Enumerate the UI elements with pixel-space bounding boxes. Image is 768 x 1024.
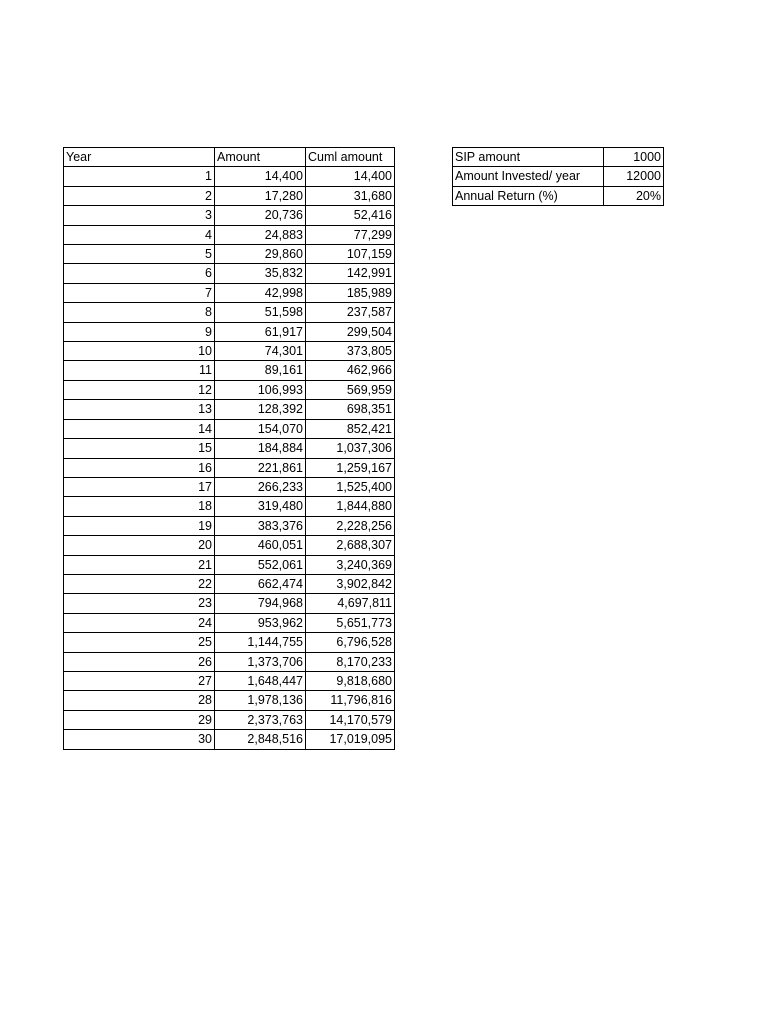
table-row (64, 613, 395, 632)
year-cell: 30 (64, 730, 215, 749)
param-row-sip-amount (453, 148, 664, 167)
year-cell: 26 (64, 652, 215, 671)
table-row (64, 710, 395, 729)
year-cell: 4 (64, 225, 215, 244)
amount-cell: 319,480 (215, 497, 306, 516)
cuml-amount-cell: 52,416 (306, 206, 395, 225)
sip-projection-table-body (64, 148, 395, 750)
year-cell: 18 (64, 497, 215, 516)
table-row (64, 555, 395, 574)
cuml-amount-cell: 1,844,880 (306, 497, 395, 516)
year-cell: 1 (64, 167, 215, 186)
amount-cell: 552,061 (215, 555, 306, 574)
amount-cell: 14,400 (215, 167, 306, 186)
table-row (64, 458, 395, 477)
amount-cell: 1,144,755 (215, 633, 306, 652)
cuml-amount-cell: 6,796,528 (306, 633, 395, 652)
table-row (64, 477, 395, 496)
amount-cell: 89,161 (215, 361, 306, 380)
cuml-amount-cell: 852,421 (306, 419, 395, 438)
year-cell: 25 (64, 633, 215, 652)
year-cell: 16 (64, 458, 215, 477)
table-row (64, 691, 395, 710)
amount-cell: 221,861 (215, 458, 306, 477)
param-row-amount-invested-per-year (453, 167, 664, 186)
amount-cell: 460,051 (215, 536, 306, 555)
table-row (64, 245, 395, 264)
table-row (64, 167, 395, 186)
year-cell: 28 (64, 691, 215, 710)
amount-cell: 20,736 (215, 206, 306, 225)
amount-cell: 29,860 (215, 245, 306, 264)
year-cell: 10 (64, 342, 215, 361)
amount-cell: 51,598 (215, 303, 306, 322)
cuml-amount-cell: 31,680 (306, 186, 395, 205)
table-row (64, 400, 395, 419)
year-cell: 29 (64, 710, 215, 729)
amount-cell: 128,392 (215, 400, 306, 419)
cuml-amount-cell: 5,651,773 (306, 613, 395, 632)
cuml-amount-cell: 698,351 (306, 400, 395, 419)
year-cell: 17 (64, 477, 215, 496)
amount-cell: 35,832 (215, 264, 306, 283)
cuml-amount-cell: 185,989 (306, 283, 395, 302)
table-row (64, 652, 395, 671)
table-row (64, 671, 395, 690)
amount-cell: 1,373,706 (215, 652, 306, 671)
cuml-amount-cell: 8,170,233 (306, 652, 395, 671)
year-cell: 5 (64, 245, 215, 264)
year-cell: 14 (64, 419, 215, 438)
year-cell: 7 (64, 283, 215, 302)
amount-cell: 74,301 (215, 342, 306, 361)
amount-cell: 794,968 (215, 594, 306, 613)
year-cell: 15 (64, 439, 215, 458)
cuml-amount-cell: 142,991 (306, 264, 395, 283)
amount-cell: 184,884 (215, 439, 306, 458)
header-year: Year (64, 148, 215, 167)
amount-cell: 2,848,516 (215, 730, 306, 749)
table-row (64, 186, 395, 205)
year-cell: 21 (64, 555, 215, 574)
sip-amount-value: 1000 (604, 148, 664, 167)
year-cell: 11 (64, 361, 215, 380)
sip-parameters-table (452, 147, 664, 206)
sip-amount-label: SIP amount (453, 148, 604, 167)
year-cell: 3 (64, 206, 215, 225)
cuml-amount-cell: 3,902,842 (306, 574, 395, 593)
cuml-amount-cell: 1,259,167 (306, 458, 395, 477)
table-row (64, 574, 395, 593)
year-cell: 13 (64, 400, 215, 419)
param-row-annual-return (453, 186, 664, 205)
year-cell: 20 (64, 536, 215, 555)
cuml-amount-cell: 107,159 (306, 245, 395, 264)
cuml-amount-cell: 4,697,811 (306, 594, 395, 613)
header-amount: Amount (215, 148, 306, 167)
table-row (64, 594, 395, 613)
cuml-amount-cell: 2,688,307 (306, 536, 395, 555)
cuml-amount-cell: 11,796,816 (306, 691, 395, 710)
cuml-amount-cell: 14,400 (306, 167, 395, 186)
table-row (64, 264, 395, 283)
year-cell: 23 (64, 594, 215, 613)
table-row (64, 380, 395, 399)
cuml-amount-cell: 2,228,256 (306, 516, 395, 535)
cuml-amount-cell: 3,240,369 (306, 555, 395, 574)
cuml-amount-cell: 373,805 (306, 342, 395, 361)
table-row (64, 439, 395, 458)
year-cell: 19 (64, 516, 215, 535)
table-row (64, 536, 395, 555)
year-cell: 22 (64, 574, 215, 593)
cuml-amount-cell: 1,525,400 (306, 477, 395, 496)
amount-cell: 953,962 (215, 613, 306, 632)
amount-invested-per-year-value: 12000 (604, 167, 664, 186)
sip-projection-table (63, 147, 395, 750)
cuml-amount-cell: 17,019,095 (306, 730, 395, 749)
cuml-amount-cell: 9,818,680 (306, 671, 395, 690)
table-row (64, 497, 395, 516)
table-row (64, 206, 395, 225)
table-row (64, 633, 395, 652)
amount-cell: 106,993 (215, 380, 306, 399)
table-row (64, 730, 395, 749)
amount-cell: 42,998 (215, 283, 306, 302)
annual-return-label: Annual Return (%) (453, 186, 604, 205)
amount-cell: 2,373,763 (215, 710, 306, 729)
table-row (64, 225, 395, 244)
table-row (64, 303, 395, 322)
header-row (64, 148, 395, 167)
header-cuml-amount: Cuml amount (306, 148, 395, 167)
amount-cell: 266,233 (215, 477, 306, 496)
table-row (64, 419, 395, 438)
annual-return-value: 20% (604, 186, 664, 205)
table-row (64, 516, 395, 535)
amount-invested-per-year-label: Amount Invested/ year (453, 167, 604, 186)
year-cell: 2 (64, 186, 215, 205)
amount-cell: 1,978,136 (215, 691, 306, 710)
amount-cell: 1,648,447 (215, 671, 306, 690)
cuml-amount-cell: 1,037,306 (306, 439, 395, 458)
sip-parameters-table-body (453, 148, 664, 206)
amount-cell: 24,883 (215, 225, 306, 244)
table-row (64, 322, 395, 341)
year-cell: 24 (64, 613, 215, 632)
amount-cell: 383,376 (215, 516, 306, 535)
amount-cell: 17,280 (215, 186, 306, 205)
cuml-amount-cell: 14,170,579 (306, 710, 395, 729)
amount-cell: 662,474 (215, 574, 306, 593)
year-cell: 9 (64, 322, 215, 341)
cuml-amount-cell: 462,966 (306, 361, 395, 380)
amount-cell: 154,070 (215, 419, 306, 438)
year-cell: 8 (64, 303, 215, 322)
year-cell: 6 (64, 264, 215, 283)
table-row (64, 361, 395, 380)
year-cell: 12 (64, 380, 215, 399)
cuml-amount-cell: 299,504 (306, 322, 395, 341)
cuml-amount-cell: 569,959 (306, 380, 395, 399)
cuml-amount-cell: 237,587 (306, 303, 395, 322)
year-cell: 27 (64, 671, 215, 690)
amount-cell: 61,917 (215, 322, 306, 341)
table-row (64, 283, 395, 302)
table-row (64, 342, 395, 361)
cuml-amount-cell: 77,299 (306, 225, 395, 244)
